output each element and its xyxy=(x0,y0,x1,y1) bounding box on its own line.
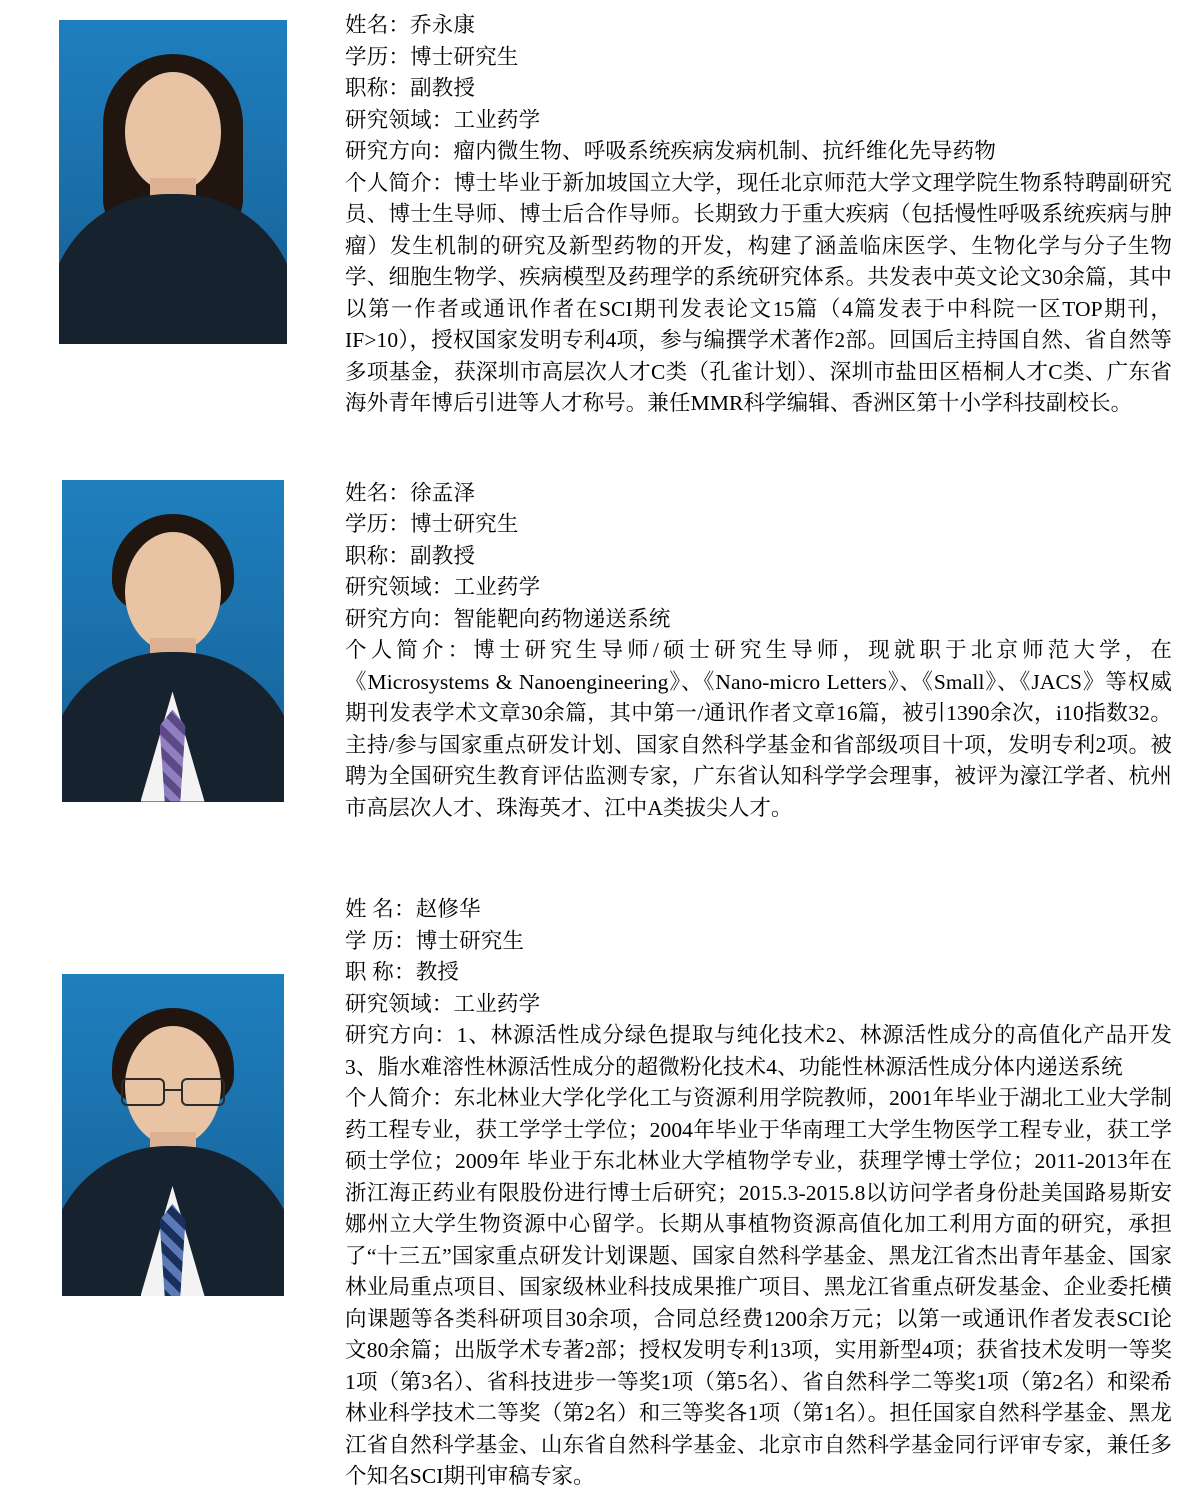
field-title xyxy=(345,541,1172,573)
field-label: 学 历： xyxy=(345,928,416,953)
field-label: 研究领域： xyxy=(345,575,454,599)
faculty-profile-card xyxy=(0,0,1200,420)
field-label: 学历： xyxy=(345,512,411,536)
field-label: 研究方向： xyxy=(345,139,454,163)
field-label: 姓名： xyxy=(345,480,411,505)
field-value: 副教授 xyxy=(410,543,476,568)
field-value: 博士研究生 xyxy=(410,44,519,69)
field-label: 职 称： xyxy=(345,960,416,984)
profile-text-column xyxy=(345,894,1182,1493)
field-value: 工业药学 xyxy=(453,107,541,132)
faculty-profile-card xyxy=(0,894,1200,1493)
field-label: 个人简介： xyxy=(345,1086,454,1110)
field-research-direction xyxy=(345,1020,1172,1083)
field-research-area xyxy=(345,989,1172,1021)
portrait-glasses xyxy=(121,1078,225,1104)
portrait-photo-xu-mengze xyxy=(62,480,284,802)
faculty-profile-card xyxy=(0,478,1200,825)
field-biography xyxy=(345,168,1172,420)
field-value: 智能靶向药物递送系统 xyxy=(453,606,671,631)
field-value: 博士研究生 xyxy=(410,512,519,536)
portrait-shoulders xyxy=(59,194,287,344)
field-value: 东北林业大学化学化工与资源利用学院教师，2001年毕业于湖北工业大学制药工程专业，获工学学士学位；2004年毕业于华南理工大学生物医学工程专业，获工学硕士学位；2009年 毕业于东北林业大学植物学专业，获理学博士学位；2011-2013年在浙江海正药业有限股份进行博士后研究；2015.3-2015.8以访问学者身份赴美国路易斯安娜州立大学生物资源中心留学。长期从事植物资源高值化加工利用方面的研究，承担了“十三五”国家重点研发计划课题、国家自然科学基金、黑龙江省杰出青年基金、国家林业局重点项目、国家级林业科技成果推广项目、黑龙江省重点研发基金、企业委托横向课题等各类科研项目30余项，合同总经费1200余万元；以第一或通讯作者发表SCI论文80余篇；出版学术专著2部；授权发明专利13项，实用新型4项；获省技术发明一等奖1项（第3名）、省科技进步一等奖1项（第5名）、省自然科学二等奖1项（第2名）和梁希林业科学技术二等奖（第2名）和三等奖各1项（第1名）。担任国家自然科学基金、黑龙江省自然科学基金、山东省自然科学基金、北京市自然科学基金同行评审专家，兼任多个知名SCI期刊审稿专家。 xyxy=(345,1086,1172,1488)
field-value: 1、林源活性成分绿色提取与纯化技术2、林源活性成分的高值化产品开发3、脂水难溶性林源活性成分的超微粉化技术4、功能性林源活性成分体内递送系统 xyxy=(345,1023,1172,1079)
field-label: 研究方向： xyxy=(345,606,454,631)
field-name xyxy=(345,10,1172,42)
field-value: 教授 xyxy=(415,960,460,984)
field-value: 瘤内微生物、呼吸系统疾病发病机制、抗纤维化先导药物 xyxy=(453,139,997,163)
field-value: 博士研究生导师/硕士研究生导师，现就职于北京师范大学，在《Microsystems & Nanoengineering》、《Nano-micro Letters》、《Small》、《JACS》等权威期刊发表学术文章30余篇，其中第一/通讯作者文章16篇，被引1390余次，i10指数32。主持/参与国家重点研发计划、国家自然科学基金和省部级项目十项，发明专利2项。被聘为全国研究生教育评估监测专家，广东省认知科学学会理事，被评为濠江学者、杭州市高层次人才、珠海英才、江中A类拔尖人才。 xyxy=(345,638,1172,820)
field-value: 博士研究生 xyxy=(415,928,525,953)
field-label: 职称： xyxy=(345,76,411,100)
field-label: 个人简介： xyxy=(345,638,474,662)
portrait-photo-zhao-xiuhua xyxy=(62,974,284,1296)
field-label: 职称： xyxy=(345,543,411,568)
field-label: 研究方向： xyxy=(345,1023,457,1047)
field-label: 研究领域： xyxy=(345,991,454,1016)
profile-text-column xyxy=(345,10,1182,420)
field-value: 工业药学 xyxy=(453,575,541,599)
field-research-direction xyxy=(345,136,1172,168)
field-title xyxy=(345,957,1172,989)
field-name xyxy=(345,894,1172,926)
field-education xyxy=(345,42,1172,74)
profile-text-column xyxy=(345,478,1182,825)
field-label: 个人简介： xyxy=(345,170,454,195)
field-value: 乔永康 xyxy=(410,13,476,37)
field-value: 工业药学 xyxy=(453,991,541,1016)
field-value: 副教授 xyxy=(410,76,476,100)
photo-column xyxy=(0,10,345,344)
field-research-area xyxy=(345,105,1172,137)
field-research-direction xyxy=(345,604,1172,636)
field-biography xyxy=(345,635,1172,824)
field-label: 姓 名： xyxy=(345,897,416,921)
portrait-photo-qiao-yongkang xyxy=(59,20,287,344)
portrait-head xyxy=(125,532,221,652)
field-research-area xyxy=(345,572,1172,604)
field-title xyxy=(345,73,1172,105)
field-value: 徐孟泽 xyxy=(410,480,476,505)
field-education xyxy=(345,926,1172,958)
portrait-head xyxy=(125,72,221,192)
field-label: 研究领域： xyxy=(345,107,454,132)
section-spacer xyxy=(0,824,1200,894)
photo-column xyxy=(0,894,345,1296)
field-education xyxy=(345,509,1172,541)
field-value: 赵修华 xyxy=(415,897,481,921)
photo-column xyxy=(0,478,345,802)
field-name xyxy=(345,478,1172,510)
field-value: 博士毕业于新加坡国立大学，现任北京师范大学文理学院生物系特聘副研究员、博士生导师、博士后合作导师。长期致力于重大疾病（包括慢性呼吸系统疾病与肿瘤）发生机制的研究及新型药物的开发，构建了涵盖临床医学、生物化学与分子生物学、细胞生物学、疾病模型及药理学的系统研究体系。共发表中英文论文30余篇，其中以第一作者或通讯作者在SCI期刊发表论文15篇（4篇发表于中科院一区TOP期刊，IF>10），授权国家发明专利4项，参与编撰学术著作2部。回国后主持国自然、省自然等多项基金，获深圳市高层次人才C类（孔雀计划）、深圳市盐田区梧桐人才C类、广东省海外青年博后引进等人才称号。兼任MMR科学编辑、香洲区第十小学科技副校长。 xyxy=(345,170,1172,415)
field-label: 姓名： xyxy=(345,13,411,37)
field-label: 学历： xyxy=(345,44,411,69)
section-spacer xyxy=(0,420,1200,478)
field-biography xyxy=(345,1083,1172,1493)
